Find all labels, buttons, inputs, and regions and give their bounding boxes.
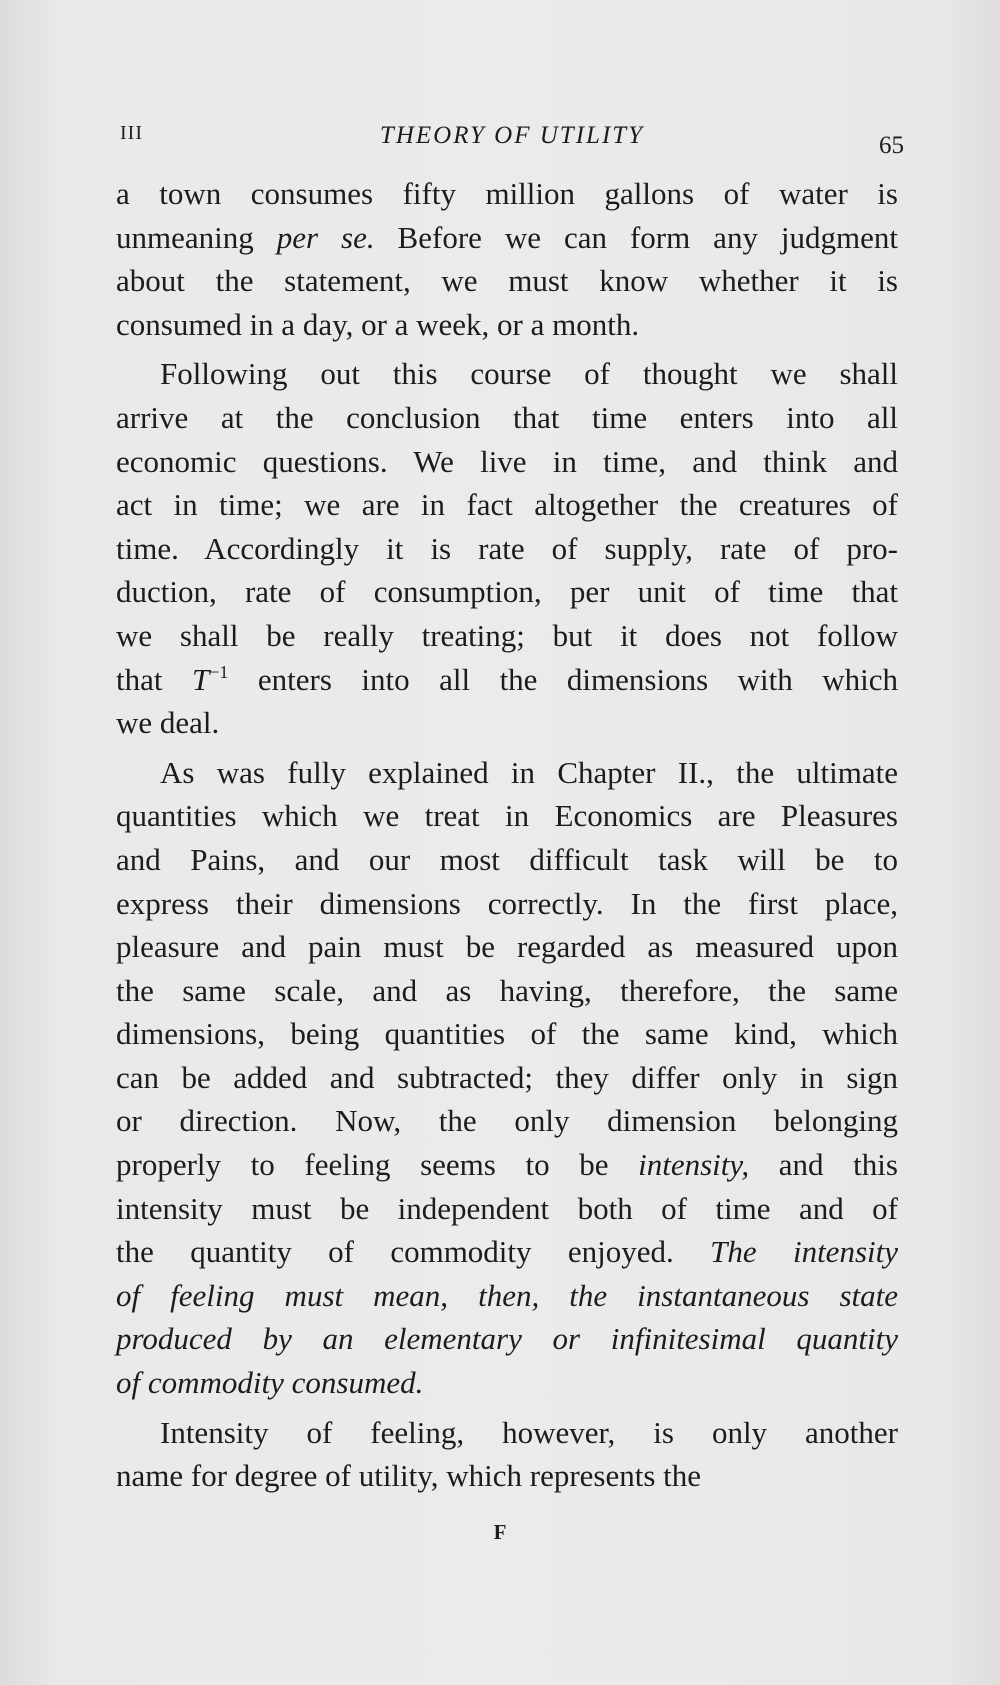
text-line (116, 1274, 898, 1318)
text-run: enters into all the dimensions with which (228, 661, 898, 697)
text-run: intensity must be independent both of time and of (116, 1190, 898, 1226)
text-run: consumed in a day, or a week, or a month. (116, 306, 640, 342)
text-run: economic questions. We live in time, and think and (116, 443, 898, 479)
text-run: the same scale, and as having, therefore, the same (116, 972, 898, 1008)
text-line (116, 1361, 898, 1405)
text-run: Intensity of feeling, however, is only another (160, 1414, 898, 1450)
text-run: time. Accordingly it is rate of supply, rate of pro- (116, 530, 898, 566)
text-line (116, 1099, 898, 1143)
text-run: produced by an elementary or infinitesimal quantity (116, 1321, 898, 1357)
paragraph (116, 1411, 898, 1498)
text-run: properly to feeling seems to be (116, 1147, 639, 1183)
text-run: we shall be really treating; but it does not follow (116, 617, 898, 653)
text-line (116, 1187, 898, 1231)
text-line (116, 483, 898, 527)
text-run: that (116, 661, 192, 697)
text-line (116, 925, 898, 969)
text-line (116, 751, 898, 795)
text-run: we deal. (116, 705, 220, 741)
text-line (116, 259, 898, 303)
text-line (116, 1317, 898, 1361)
running-title: THEORY OF UTILITY (379, 122, 645, 149)
text-run: arrive at the conclusion that time enters into all (116, 399, 898, 435)
text-line (116, 1411, 898, 1455)
page-number: 65 (879, 132, 904, 159)
text-line (116, 1012, 898, 1056)
text-line (116, 658, 898, 702)
text-run: act in time; we are in fact altogether the creatures of (116, 487, 898, 523)
text-line (116, 527, 898, 571)
text-line (116, 1230, 898, 1274)
text-line (116, 440, 898, 484)
paragraph (116, 172, 898, 346)
text-run: about the statement, we must know whether it is (116, 263, 898, 299)
text-line (116, 838, 898, 882)
text-run: The intensity (710, 1234, 898, 1270)
text-run: T (191, 661, 210, 697)
text-run: express their dimensions correctly. In the first place, (116, 885, 898, 921)
running-head (120, 118, 904, 158)
text-run: or direction. Now, the only dimension belonging (116, 1103, 898, 1139)
text-run: of feeling must mean, then, the instantaneous state (116, 1277, 898, 1313)
text-run: As was fully explained in Chapter II., the ultimate (160, 754, 898, 790)
text-line (116, 701, 898, 745)
text-line (116, 396, 898, 440)
text-line (116, 216, 898, 260)
text-run: Before we can form any judgment (374, 219, 899, 255)
text-run: Following out this course of thought we shall (160, 356, 898, 392)
text-run: and this (749, 1147, 898, 1183)
text-line (116, 1056, 898, 1100)
text-run: the quantity of commodity enjoyed. (116, 1234, 711, 1270)
text-line (116, 969, 898, 1013)
body-text (116, 172, 898, 1498)
text-run: of commodity consumed. (116, 1365, 424, 1401)
signature-mark: F (493, 1520, 507, 1544)
text-run: quantities which we treat in Economics are Pleasures (116, 798, 898, 834)
text-line (116, 570, 898, 614)
text-line (116, 303, 898, 347)
text-run: dimensions, being quantities of the same kind, which (116, 1016, 898, 1052)
text-run: a town consumes fifty million gallons of water is (116, 176, 898, 211)
text-run: duction, rate of consumption, per unit of time that (116, 574, 898, 610)
text-line (116, 172, 898, 216)
text-run: intensity, (638, 1147, 750, 1183)
text-run: pleasure and pain must be regarded as measured upon (116, 929, 898, 965)
text-line (116, 882, 898, 926)
text-run: −1 (209, 661, 229, 682)
paragraph (116, 352, 898, 744)
chapter-number: III (120, 122, 143, 144)
text-line (116, 352, 898, 396)
text-run: name for degree of utility, which represents the (116, 1458, 702, 1494)
text-line (116, 794, 898, 838)
text-run: unmeaning (116, 219, 277, 255)
text-run: and Pains, and our most difficult task will be to (116, 841, 898, 877)
text-run: per se. (276, 219, 375, 255)
text-run: can be added and subtracted; they differ only in sign (116, 1059, 898, 1095)
paragraph (116, 751, 898, 1405)
text-line (116, 1143, 898, 1187)
text-line (116, 614, 898, 658)
text-line (116, 1454, 898, 1498)
